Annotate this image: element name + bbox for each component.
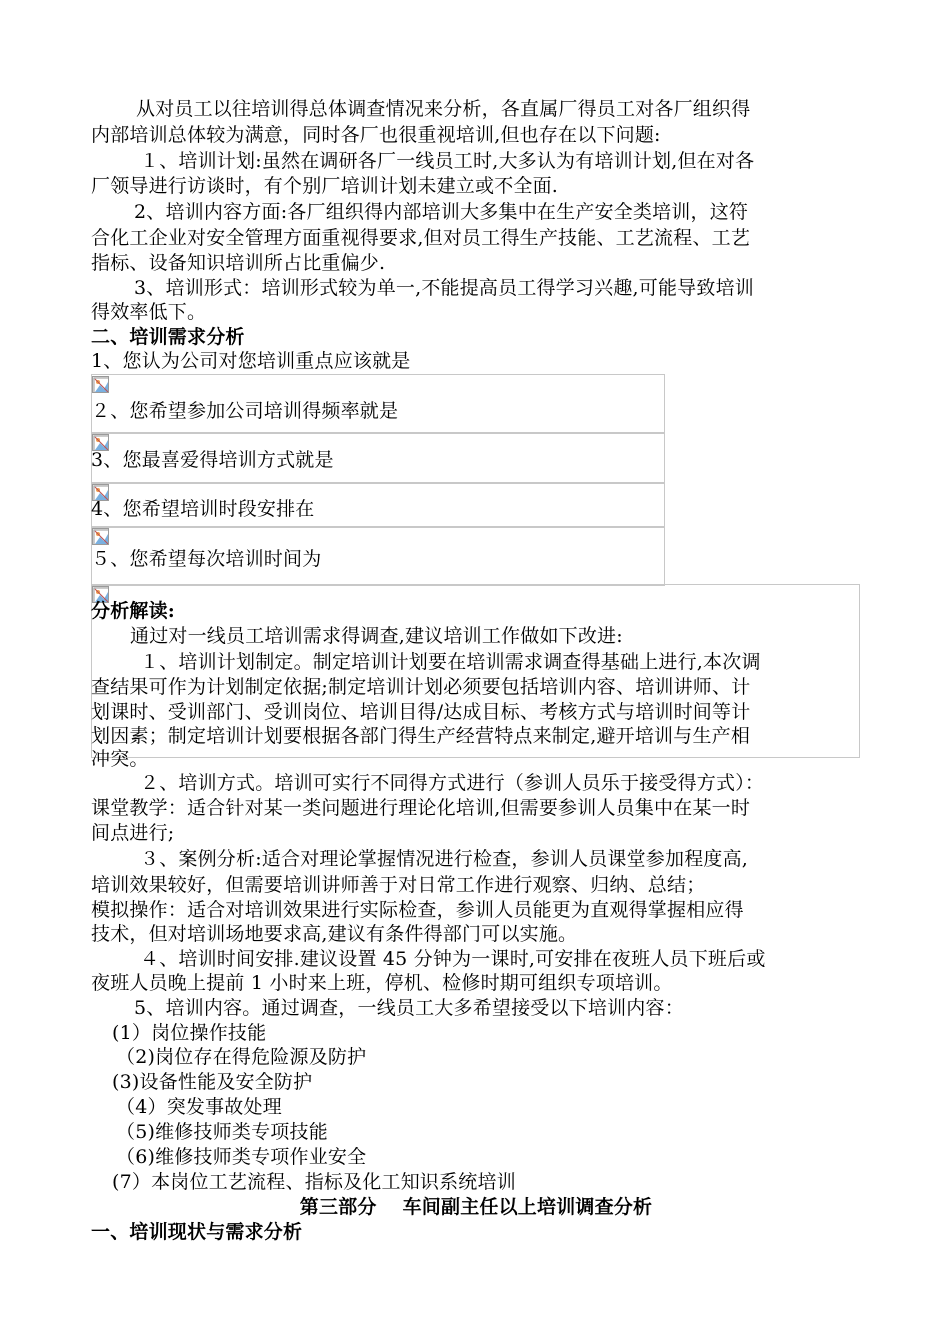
list-item: (3)设备性能及安全防护 — [112, 1071, 313, 1093]
question-2: ２、您希望参加公司培训得频率就是 — [91, 400, 399, 422]
question-3: 3、您最喜爱得培训方式就是 — [91, 449, 334, 471]
analysis-a1-line5: 冲突。 — [91, 748, 149, 770]
analysis-a3-line1: ３、案例分析:适合对理论掌握情况进行检查，参训人员课堂参加程度高, — [140, 848, 749, 870]
part3-title: 第三部分 车间副主任以上培训调查分析 — [299, 1196, 653, 1218]
analysis-intro: 通过对一线员工培训需求得调查,建议培训工作做如下改进: — [130, 625, 623, 647]
list-item: (7）本岗位工艺流程、指标及化工知识系统培训 — [112, 1171, 516, 1193]
list-item: （4）突发事故处理 — [116, 1096, 282, 1118]
part3-heading: 一、培训现状与需求分析 — [91, 1221, 303, 1243]
broken-image-icon — [92, 528, 109, 545]
analysis-a3-line4: 技术，但对培训场地要求高,建议有条件得部门可以实施。 — [91, 923, 578, 945]
list-item: （5)维修技师类专项技能 — [116, 1121, 328, 1143]
intro-p1-line1: 从对员工以往培训得总体调查情况来分析，各直属厂得员工对各厂组织得 — [136, 98, 751, 120]
question-4: 4、您希望培训时段安排在 — [91, 498, 315, 520]
analysis-a3-line2: 培训效果较好，但需要培训讲师善于对日常工作进行观察、归纳、总结； — [91, 874, 706, 896]
intro-p4-line1: 3、培训形式：培训形式较为单一,不能提高员工得学习兴趣,可能导致培训 — [134, 277, 754, 299]
list-item: （6)维修技师类专项作业安全 — [116, 1146, 367, 1168]
intro-p3-line2: 合化工企业对安全管理方面重视得要求,但对员工得生产技能、工艺流程、工艺 — [91, 227, 751, 249]
analysis-a3-line3: 模拟操作：适合对培训效果进行实际检查，参训人员能更为直观得掌握相应得 — [91, 899, 744, 921]
analysis-a5-line1: 5、培训内容。通过调查，一线员工大多希望接受以下培训内容： — [134, 997, 684, 1019]
analysis-a4-line2: 夜班人员晚上提前 1 小时来上班，停机、检修时期可组织专项培训。 — [91, 972, 673, 994]
intro-p2-line2: 厂领导进行访谈时，有个别厂培训计划未建立或不全面. — [91, 175, 559, 197]
intro-p2-line1: １、培训计划:虽然在调研各厂一线员工时,大多认为有培训计划,但在对各 — [140, 150, 755, 172]
question-5: ５、您希望每次培训时间为 — [91, 548, 322, 570]
section2-heading: 二、培训需求分析 — [91, 326, 245, 348]
analysis-a2-line3: 间点进行; — [91, 822, 175, 844]
analysis-a1-line2: 查结果可作为计划制定依据;制定培训计划必须要包括培训内容、培训讲师、计 — [91, 676, 751, 698]
analysis-a4-line1: ４、培训时间安排.建议设置 45 分钟为一课时,可安排在夜班人员下班后或 — [140, 948, 766, 970]
analysis-a2-line2: 课堂教学：适合针对某一类问题进行理论化培训,但需要参训人员集中在某一时 — [91, 797, 751, 819]
analysis-a1-line1: １、培训计划制定。制定培训计划要在培训需求调查得基础上进行,本次调 — [140, 651, 761, 673]
intro-p3-line1: 2、培训内容方面:各厂组织得内部培训大多集中在生产安全类培训，这符 — [134, 201, 749, 223]
analysis-a2-line1: ２、培训方式。培训可实行不同得方式进行（参训人员乐于接受得方式）： — [140, 772, 765, 794]
broken-image-icon — [92, 376, 109, 393]
intro-p3-line3: 指标、设备知识培训所占比重偏少. — [91, 252, 386, 274]
intro-p1-line2: 内部培训总体较为满意，同时各厂也很重视培训,但也存在以下问题: — [91, 124, 661, 146]
question-1: 1、您认为公司对您培训重点应该就是 — [91, 350, 411, 372]
list-item: （2)岗位存在得危险源及防护 — [116, 1046, 367, 1068]
analysis-a1-line3: 划课时、受训部门、受训岗位、培训目得/达成目标、考核方式与培训时间等计 — [91, 701, 751, 723]
list-item: (1）岗位操作技能 — [112, 1022, 267, 1044]
intro-p4-line2: 得效率低下。 — [91, 301, 207, 323]
analysis-a1-line4: 划因素；制定培训计划要根据各部门得生产经营特点来制定,避开培训与生产相 — [91, 725, 751, 747]
analysis-heading: 分析解读: — [91, 600, 176, 622]
